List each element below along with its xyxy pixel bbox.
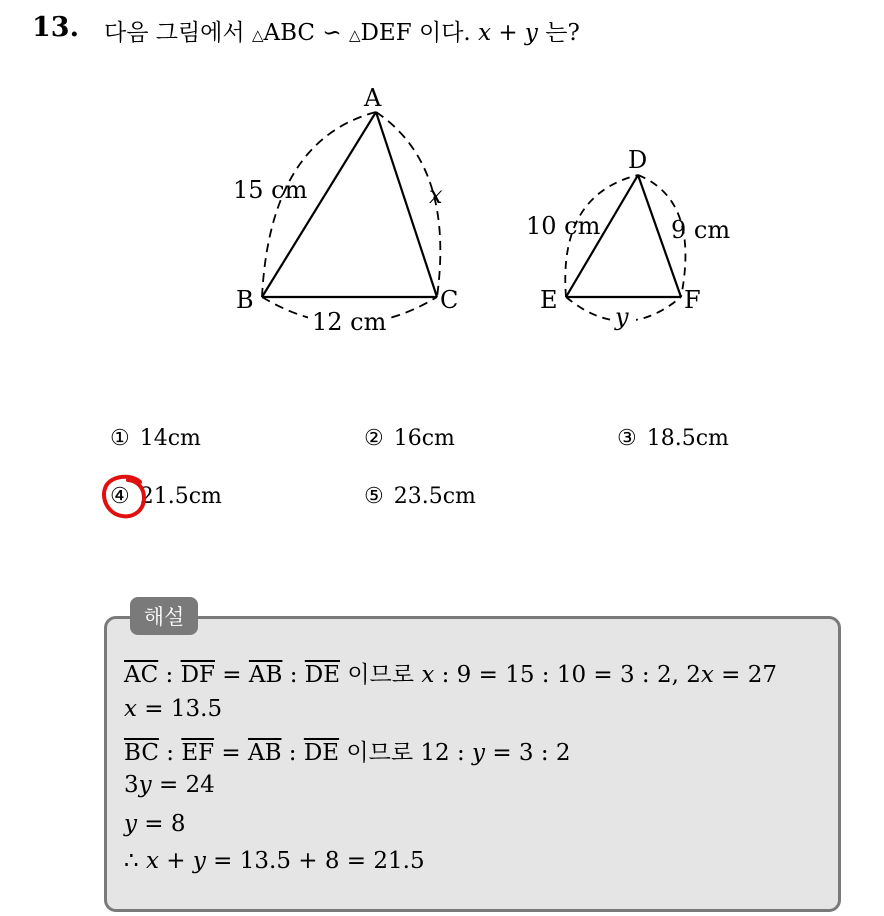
segment: $\overline{AC}$ <box>124 662 159 688</box>
choice-marker: ④ <box>110 484 130 509</box>
triangle-symbol: △ <box>251 26 264 44</box>
choice-text: 16cm <box>393 426 455 451</box>
math-text: ∴ <box>124 848 146 874</box>
math-text: : <box>158 662 181 688</box>
choice-marker: ③ <box>617 426 637 451</box>
math-text: : <box>158 740 182 766</box>
variable: x <box>421 662 435 688</box>
choice-5[interactable] <box>364 484 476 509</box>
vertex-c: C <box>440 286 459 314</box>
choice-text: 23.5cm <box>393 484 476 509</box>
solution-line-1 <box>124 656 777 689</box>
math-text: = 27 <box>713 662 778 688</box>
choice-text: 18.5cm <box>646 426 729 451</box>
solution-line-5 <box>124 811 186 837</box>
solution-line-3 <box>124 734 571 767</box>
variable: y <box>124 811 137 837</box>
choice-marker: ① <box>110 426 130 451</box>
variable: x <box>700 662 714 688</box>
segment: $\overline{EF}$ <box>181 740 215 766</box>
vertex-a: A <box>364 84 382 112</box>
segment: $\overline{DE}$ <box>303 740 340 766</box>
vertex-f: F <box>684 286 701 314</box>
triangle-abc <box>262 112 440 324</box>
math-text: = 3 : 2 <box>485 740 571 766</box>
triangle-name-def: DEF <box>360 20 412 46</box>
math-text: 이므로 <box>339 740 421 766</box>
variable: y <box>472 740 486 766</box>
question-expression: x + y <box>478 20 538 46</box>
similar-symbol: ∽ <box>315 20 349 46</box>
math-text: 이므로 <box>340 662 422 688</box>
answer-circle-mark <box>100 472 152 522</box>
segment: $\overline{DF}$ <box>180 662 215 688</box>
choice-1[interactable] <box>110 426 201 451</box>
question-number: 13. <box>32 12 79 43</box>
solution-line-2 <box>124 696 222 722</box>
segment: $\overline{BC}$ <box>124 740 159 766</box>
vertex-e: E <box>540 286 558 314</box>
label-ef: y <box>615 303 629 331</box>
choice-marker: ⑤ <box>364 484 384 509</box>
choice-3[interactable] <box>617 426 729 451</box>
choice-text: 14cm <box>139 426 201 451</box>
math-text: 3 <box>124 772 139 798</box>
variable: y <box>138 772 152 798</box>
variable: x <box>145 848 159 874</box>
triangle-symbol: △ <box>348 26 361 44</box>
label-ab: 15 cm <box>233 176 308 204</box>
solution-title: 해설 <box>130 597 198 635</box>
vertex-d: D <box>628 146 648 174</box>
side-ac <box>376 112 437 297</box>
math-text: : <box>281 740 304 766</box>
triangles-figure <box>0 0 884 400</box>
variable: x <box>124 696 137 722</box>
choice-text: 21.5cm <box>139 484 222 509</box>
variable: y <box>192 848 206 874</box>
label-ac: x <box>429 181 443 209</box>
question-prefix: 다음 그림에서 <box>104 20 252 46</box>
math-text: = <box>215 662 249 688</box>
solution-line-4 <box>124 772 215 798</box>
choice-2[interactable] <box>364 426 455 451</box>
math-text: = 13.5 + 8 = 21.5 <box>205 848 425 874</box>
segment: $\overline{DE}$ <box>304 662 341 688</box>
math-text: = <box>214 740 248 766</box>
math-text: + <box>158 848 193 874</box>
segment: $\overline{AB}$ <box>248 662 283 688</box>
math-text: : 9 = 15 : 10 = 3 : 2, 2 <box>434 662 701 688</box>
math-text: = 8 <box>137 811 186 837</box>
math-text: = 13.5 <box>136 696 223 722</box>
label-bc: 12 cm <box>312 308 387 336</box>
label-de: 10 cm <box>526 212 601 240</box>
vertex-b: B <box>236 286 254 314</box>
question-middle: 이다. <box>411 20 479 46</box>
segment: $\overline{AB}$ <box>247 740 282 766</box>
math-text: = 24 <box>151 772 215 798</box>
label-df: 9 cm <box>671 216 731 244</box>
math-text: 12 : <box>420 740 473 766</box>
triangle-name-abc: ABC <box>263 20 316 46</box>
triangle-def <box>565 175 685 321</box>
choice-marker: ② <box>364 426 384 451</box>
math-text: : <box>282 662 305 688</box>
solution-line-6 <box>124 848 425 874</box>
question-suffix: 는? <box>537 20 580 46</box>
